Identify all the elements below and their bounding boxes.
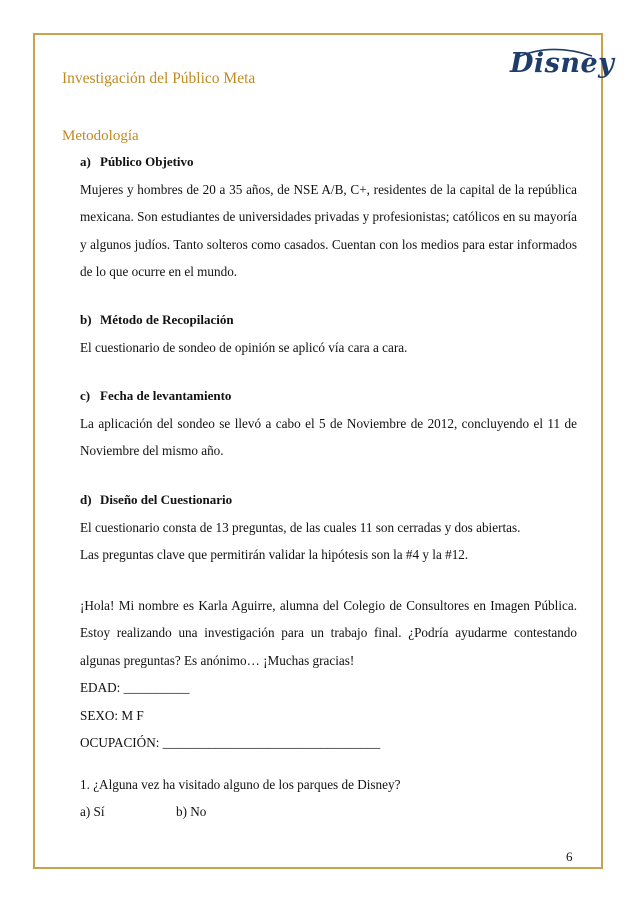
fecha-levantamiento-paragraph: La aplicación del sondeo se llevó a cabo el 5 de Noviembre de 2012, concluyendo el 11 de Noviembre del mismo año. — [80, 416, 577, 459]
section-title: Metodología — [62, 128, 139, 144]
heading-metodo-recopilacion — [80, 312, 577, 328]
question-1-text: 1. ¿Alguna vez ha visitado alguno de los parques de Disney? — [80, 777, 401, 792]
heading-text: Método de Recopilación — [100, 312, 234, 327]
heading-label: a) — [80, 154, 91, 169]
edad-field-label: EDAD: __________ — [80, 680, 190, 696]
heading-label: b) — [80, 312, 92, 327]
survey-intro — [80, 592, 577, 756]
disney-logo — [510, 44, 615, 84]
diseno-line-2: Las preguntas clave que permitirán validar la hipótesis son la #4 y la #12. — [80, 547, 469, 563]
question-1-option-b: b) No — [176, 804, 207, 819]
ocupacion-field-label: OCUPACIÓN: _________________________________ — [80, 735, 381, 751]
publico-objetivo-paragraph: Mujeres y hombres de 20 a 35 años, de NSE A/B, C+, residentes de la capital de la república mexicana. Son estudiantes de universidades privadas y profesionistas; católicos en su mayoría y algunos judíos. Tanto solteros como casados. Cuentan con los medios para estar informados de lo que ocurre en el mundo. — [80, 182, 577, 280]
heading-text: Fecha de levantamiento — [100, 388, 232, 403]
disney-logo-text: Disney — [510, 48, 615, 79]
section-fecha-levantamiento — [80, 388, 577, 465]
heading-diseno-cuestionario — [80, 492, 577, 508]
question-1 — [80, 771, 577, 798]
metodo-recopilacion-paragraph: El cuestionario de sondeo de opinión se aplicó vía cara a cara. — [80, 340, 408, 355]
document-header-title: Investigación del Público Meta — [62, 70, 256, 87]
survey-intro-paragraph: ¡Hola! Mi nombre es Karla Aguirre, alumna del Colegio de Consultores en Imagen Pública. Estoy realizando una investigación para un trabajo final. ¿Podría ayudarme contestando algunas preguntas? Es anónimo… ¡Muchas gracias! — [80, 598, 577, 668]
heading-text: Público Objetivo — [100, 154, 194, 169]
heading-label: d) — [80, 492, 92, 507]
diseno-line-1: El cuestionario consta de 13 preguntas, de las cuales 11 son cerradas y dos abiertas. — [80, 520, 521, 535]
heading-text: Diseño del Cuestionario — [100, 492, 233, 507]
section-diseno-cuestionario — [80, 492, 577, 569]
heading-label: c) — [80, 388, 91, 403]
section-metodo-recopilacion — [80, 312, 577, 361]
question-1-option-a: a) Sí — [80, 804, 105, 819]
logo-swoosh-icon — [510, 44, 598, 84]
page-number: 6 — [566, 849, 573, 864]
section-publico-objetivo — [80, 154, 577, 286]
sexo-field-label: SEXO: M F — [80, 707, 144, 723]
heading-fecha-levantamiento — [80, 388, 577, 404]
heading-publico-objetivo — [80, 154, 577, 170]
